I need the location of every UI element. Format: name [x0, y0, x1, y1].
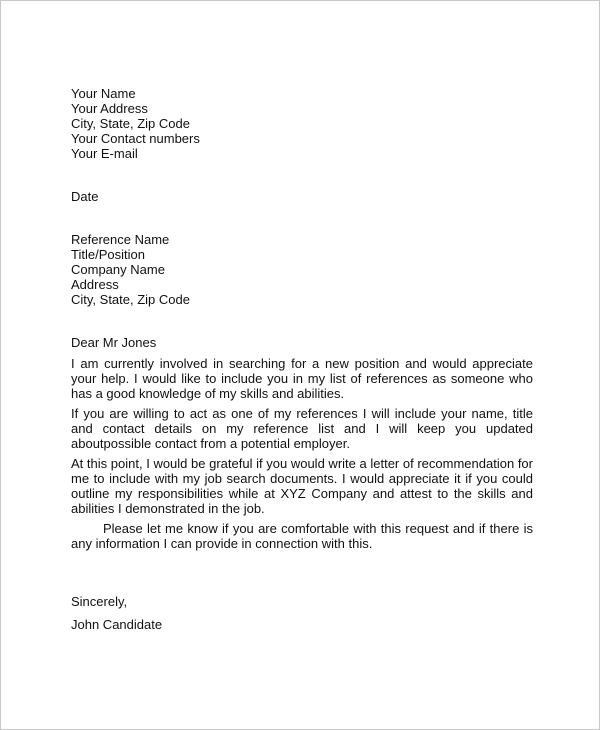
recipient-title: Title/Position [71, 247, 145, 262]
sender-email: Your E-mail [71, 146, 138, 161]
closing: Sincerely, [71, 594, 128, 609]
body-paragraph: I am currently involved in searching for a new position and would appreciate your help. I would like to include you in my list of references as someone who has a good knowledge of my skills and abilities. [71, 356, 533, 401]
signature-name: John Candidate [71, 617, 163, 632]
recipient-address-block [71, 232, 533, 307]
spacer [71, 204, 533, 232]
sender-city-state-zip: City, State, Zip Code [71, 116, 190, 131]
spacer [71, 307, 533, 335]
date-block [71, 189, 533, 204]
body-paragraph: If you are willing to act as one of my references I will include your name, title and contact details on my reference list and I will keep you updated aboutpossible contact from a potential employer. [71, 406, 533, 451]
sender-address: Your Address [71, 101, 148, 116]
sender-address-block [71, 86, 533, 161]
sender-contact-numbers: Your Contact numbers [71, 131, 200, 146]
recipient-company: Company Name [71, 262, 165, 277]
letter-body [71, 86, 533, 632]
spacer [71, 161, 533, 189]
body-paragraph: Please let me know if you are comfortable with this request and if there is any information I can provide in connection with this. [71, 521, 533, 551]
salutation: Dear Mr Jones [71, 335, 157, 350]
sender-name: Your Name [71, 86, 136, 101]
spacer [71, 556, 533, 594]
recipient-city-state-zip: City, State, Zip Code [71, 292, 190, 307]
letter-date: Date [71, 189, 99, 204]
recipient-name: Reference Name [71, 232, 170, 247]
body-paragraph: At this point, I would be grateful if you would write a letter of recommendation for me to include with my job search documents. I would appreciate it if you could outline my responsibilities while at XYZ Company and attest to the skills and abilities I demonstrated in the job. [71, 456, 533, 516]
recipient-address: Address [71, 277, 119, 292]
